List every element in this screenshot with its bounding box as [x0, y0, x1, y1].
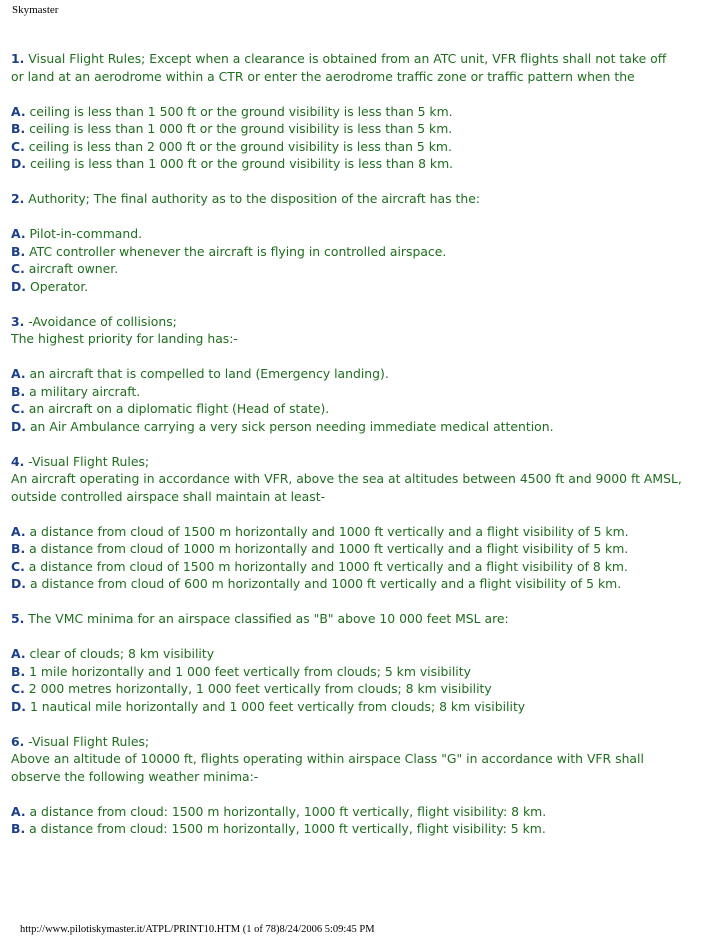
answer-option	[11, 225, 721, 243]
option-text: ceiling is less than 2 000 ft or the ground visibility is less than 5 km.	[28, 138, 452, 154]
answer-option	[11, 680, 721, 698]
option-letter: B.	[11, 383, 26, 399]
option-text: aircraft owner.	[28, 261, 119, 276]
question-text-line	[11, 750, 721, 768]
option-letter: B.	[11, 541, 26, 556]
option-letter: A.	[11, 646, 26, 661]
option-letter: B.	[11, 821, 26, 836]
answer-option	[11, 260, 721, 278]
option-letter: C.	[11, 558, 25, 574]
question-1	[11, 50, 721, 85]
answer-option	[11, 365, 721, 383]
question-text: -Avoidance of collisions;	[28, 313, 177, 329]
answer-options	[11, 225, 721, 295]
option-text: clear of clouds; 8 km visibility	[29, 646, 215, 661]
answer-option	[11, 645, 721, 663]
option-text: an Air Ambulance carrying a very sick person needing immediate medical attention.	[29, 418, 554, 434]
answer-option	[11, 820, 721, 838]
question-text-line	[11, 190, 721, 208]
option-text: a distance from cloud of 1000 m horizontally and 1000 ft vertically and a flight visibility of 5 km.	[29, 541, 629, 556]
question-text: Above an altitude of 10000 ft, flights operating within airspace Class "G" in accordance with VFR shall	[11, 751, 644, 766]
option-text: ceiling is less than 1 000 ft or the ground visibility is less than 8 km.	[29, 156, 454, 171]
question-number: 3.	[11, 313, 25, 329]
question-text-line	[11, 330, 721, 348]
answer-option	[11, 558, 721, 576]
question-text-line	[11, 313, 721, 331]
question-list	[11, 50, 721, 855]
question-4	[11, 453, 721, 506]
question-text: or land at an aerodrome within a CTR or enter the aerodrome traffic zone or traffic pattern when the	[11, 68, 635, 84]
answer-options	[11, 103, 721, 173]
option-text: 1 nautical mile horizontally and 1 000 feet vertically from clouds; 8 km visibility	[29, 698, 526, 714]
page-header-title: Skymaster	[12, 4, 59, 16]
answer-option	[11, 400, 721, 418]
answer-options	[11, 645, 721, 715]
option-letter: B.	[11, 243, 26, 259]
question-text: -Visual Flight Rules;	[28, 453, 150, 469]
option-text: an aircraft on a diplomatic flight (Head of state).	[28, 401, 330, 416]
option-text: 2 000 metres horizontally, 1 000 feet vertically from clouds; 8 km visibility	[28, 681, 492, 696]
question-text: Authority; The final authority as to the disposition of the aircraft has the:	[28, 191, 480, 206]
question-text: An aircraft operating in accordance with VFR, above the sea at altitudes between 4500 ft and 9000 ft AMSL,	[11, 471, 682, 486]
option-letter: C.	[11, 261, 25, 276]
question-number: 5.	[11, 611, 25, 626]
question-text-line	[11, 610, 721, 628]
question-text: -Visual Flight Rules;	[28, 733, 150, 749]
question-text-line	[11, 50, 721, 68]
option-text: a distance from cloud: 1500 m horizontally, 1000 ft vertically, flight visibility: 8 km.	[29, 803, 547, 819]
question-text: The VMC minima for an airspace classified as "B" above 10 000 feet MSL are:	[28, 611, 509, 626]
answer-option	[11, 383, 721, 401]
option-text: a distance from cloud: 1500 m horizontally, 1000 ft vertically, flight visibility: 5 km.	[29, 821, 546, 836]
answer-options	[11, 523, 721, 593]
question-text-line	[11, 768, 721, 786]
answer-option	[11, 278, 721, 296]
question-3	[11, 313, 721, 348]
answer-options	[11, 365, 721, 435]
option-text: a distance from cloud of 1500 m horizontally and 1000 ft vertically and a flight visibility of 8 km.	[28, 558, 628, 574]
answer-option	[11, 138, 721, 156]
question-number: 6.	[11, 733, 25, 749]
option-text: a military aircraft.	[29, 383, 141, 399]
option-letter: A.	[11, 226, 26, 241]
option-letter: A.	[11, 366, 26, 381]
option-text: a distance from cloud of 1500 m horizontally and 1000 ft vertically and a flight visibility of 5 km.	[29, 523, 629, 539]
option-letter: C.	[11, 401, 25, 416]
question-5	[11, 610, 721, 628]
answer-options	[11, 803, 721, 838]
option-text: Operator.	[29, 278, 89, 294]
option-letter: C.	[11, 681, 25, 696]
answer-option	[11, 103, 721, 121]
question-text-line	[11, 733, 721, 751]
question-text-line	[11, 470, 721, 488]
answer-option	[11, 803, 721, 821]
option-letter: D.	[11, 278, 26, 294]
option-letter: A.	[11, 103, 26, 119]
answer-option	[11, 418, 721, 436]
question-2	[11, 190, 721, 208]
option-letter: D.	[11, 698, 26, 714]
question-number: 2.	[11, 191, 25, 206]
question-6	[11, 733, 721, 786]
option-text: ceiling is less than 1 500 ft or the ground visibility is less than 5 km.	[29, 103, 453, 119]
answer-option	[11, 575, 721, 593]
question-text-line	[11, 453, 721, 471]
answer-option	[11, 120, 721, 138]
question-text: observe the following weather minima:-	[11, 768, 259, 784]
question-text: Visual Flight Rules; Except when a clearance is obtained from an ATC unit, VFR flights shall not take off	[28, 51, 667, 66]
option-letter: D.	[11, 576, 26, 591]
option-letter: A.	[11, 803, 26, 819]
option-text: ATC controller whenever the aircraft is flying in controlled airspace.	[29, 243, 447, 259]
question-text-line	[11, 488, 721, 506]
question-number: 1.	[11, 51, 25, 66]
answer-option	[11, 155, 721, 173]
option-text: ceiling is less than 1 000 ft or the ground visibility is less than 5 km.	[29, 121, 453, 136]
option-text: 1 mile horizontally and 1 000 feet vertically from clouds; 5 km visibility	[29, 663, 471, 679]
option-text: an aircraft that is compelled to land (Emergency landing).	[29, 366, 389, 381]
question-text: outside controlled airspace shall maintain at least-	[11, 488, 326, 504]
answer-option	[11, 663, 721, 681]
option-letter: C.	[11, 138, 25, 154]
option-letter: D.	[11, 156, 26, 171]
option-letter: A.	[11, 523, 26, 539]
page-footer-url: http://www.pilotiskymaster.it/ATPL/PRINT10.HTM (1 of 78)8/24/2006 5:09:45 PM	[20, 924, 375, 935]
option-text: a distance from cloud of 600 m horizontally and 1000 ft vertically and a flight visibility of 5 km.	[29, 576, 622, 591]
answer-option	[11, 243, 721, 261]
option-letter: B.	[11, 121, 26, 136]
question-text: The highest priority for landing has:-	[11, 331, 238, 346]
answer-option	[11, 523, 721, 541]
question-number: 4.	[11, 453, 25, 469]
option-letter: D.	[11, 418, 26, 434]
option-letter: B.	[11, 663, 26, 679]
option-text: Pilot-in-command.	[29, 226, 143, 241]
question-text-line	[11, 68, 721, 86]
answer-option	[11, 698, 721, 716]
answer-option	[11, 540, 721, 558]
